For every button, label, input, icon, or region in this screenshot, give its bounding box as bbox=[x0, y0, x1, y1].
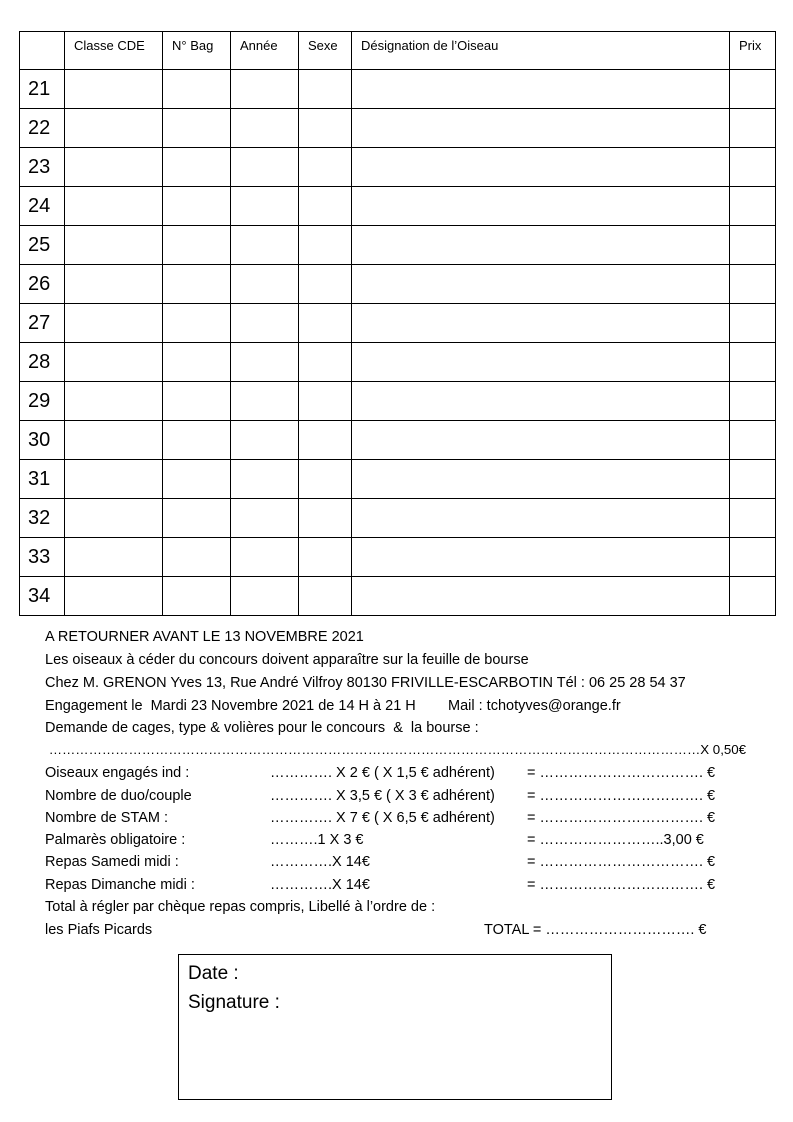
fee-label: Nombre de duo/couple bbox=[45, 788, 192, 804]
sexe-cell[interactable] bbox=[299, 577, 352, 616]
bag-number-cell[interactable] bbox=[163, 187, 231, 226]
fee-quantity: …………. X 3,5 € ( X 3 € adhérent) bbox=[270, 788, 495, 804]
bag-number-cell[interactable] bbox=[163, 577, 231, 616]
classe-cde-cell[interactable] bbox=[65, 70, 163, 109]
prix-cell[interactable] bbox=[730, 109, 776, 148]
fee-quantity: …………. X 7 € ( X 6,5 € adhérent) bbox=[270, 810, 495, 826]
annee-cell[interactable] bbox=[231, 421, 299, 460]
table-row bbox=[20, 499, 776, 538]
designation-cell[interactable] bbox=[352, 577, 730, 616]
prix-cell[interactable] bbox=[730, 577, 776, 616]
annee-cell[interactable] bbox=[231, 70, 299, 109]
table-row bbox=[20, 148, 776, 187]
prix-cell[interactable] bbox=[730, 265, 776, 304]
fee-total: = ……………………………. € bbox=[527, 877, 716, 893]
sexe-cell[interactable] bbox=[299, 499, 352, 538]
table-row bbox=[20, 109, 776, 148]
classe-cde-cell[interactable] bbox=[65, 304, 163, 343]
designation-cell[interactable] bbox=[352, 460, 730, 499]
bag-number-cell[interactable] bbox=[163, 304, 231, 343]
row-number: 28 bbox=[20, 343, 65, 382]
annee-cell[interactable] bbox=[231, 538, 299, 577]
row-number: 26 bbox=[20, 265, 65, 304]
row-number: 24 bbox=[20, 187, 65, 226]
bag-number-cell[interactable] bbox=[163, 265, 231, 304]
bag-number-cell[interactable] bbox=[163, 70, 231, 109]
header-designation: Désignation de l’Oiseau bbox=[352, 32, 730, 70]
address-line: Chez M. GRENON Yves 13, Rue André Vilfroy 80130 FRIVILLE-ESCARBOTIN Tél : 06 25 28 54 37 bbox=[45, 675, 686, 691]
classe-cde-cell[interactable] bbox=[65, 460, 163, 499]
sexe-cell[interactable] bbox=[299, 304, 352, 343]
prix-cell[interactable] bbox=[730, 187, 776, 226]
table-row bbox=[20, 226, 776, 265]
date-label: Date : bbox=[188, 963, 239, 984]
sexe-cell[interactable] bbox=[299, 148, 352, 187]
fee-quantity: ………….X 14€ bbox=[270, 854, 370, 870]
fee-label: Repas Dimanche midi : bbox=[45, 877, 195, 893]
classe-cde-cell[interactable] bbox=[65, 538, 163, 577]
prix-cell[interactable] bbox=[730, 343, 776, 382]
table-header-row bbox=[20, 32, 776, 70]
designation-cell[interactable] bbox=[352, 109, 730, 148]
table-row bbox=[20, 187, 776, 226]
bag-number-cell[interactable] bbox=[163, 226, 231, 265]
header-sexe: Sexe bbox=[299, 32, 352, 70]
designation-cell[interactable] bbox=[352, 187, 730, 226]
classe-cde-cell[interactable] bbox=[65, 421, 163, 460]
classe-cde-cell[interactable] bbox=[65, 226, 163, 265]
sexe-cell[interactable] bbox=[299, 109, 352, 148]
annee-cell[interactable] bbox=[231, 148, 299, 187]
classe-cde-cell[interactable] bbox=[65, 187, 163, 226]
classe-cde-cell[interactable] bbox=[65, 109, 163, 148]
designation-cell[interactable] bbox=[352, 148, 730, 187]
bag-number-cell[interactable] bbox=[163, 421, 231, 460]
signature-label: Signature : bbox=[188, 992, 280, 1013]
classe-cde-cell[interactable] bbox=[65, 265, 163, 304]
return-deadline: A RETOURNER AVANT LE 13 NOVEMBRE 2021 bbox=[45, 629, 364, 645]
classe-cde-cell[interactable] bbox=[65, 499, 163, 538]
entry-table bbox=[19, 31, 776, 616]
designation-cell[interactable] bbox=[352, 304, 730, 343]
fee-quantity: ……….1 X 3 € bbox=[270, 832, 364, 848]
sexe-cell[interactable] bbox=[299, 538, 352, 577]
row-number: 29 bbox=[20, 382, 65, 421]
row-number: 34 bbox=[20, 577, 65, 616]
bag-number-cell[interactable] bbox=[163, 460, 231, 499]
signature-box[interactable] bbox=[178, 954, 612, 1100]
fee-label: Oiseaux engagés ind : bbox=[45, 765, 190, 781]
fee-quantity: ………….X 14€ bbox=[270, 877, 370, 893]
fee-label: Repas Samedi midi : bbox=[45, 854, 179, 870]
prix-cell[interactable] bbox=[730, 70, 776, 109]
bourse-notice: Les oiseaux à céder du concours doivent apparaître sur la feuille de bourse bbox=[45, 652, 529, 668]
table-row bbox=[20, 70, 776, 109]
bag-number-cell[interactable] bbox=[163, 148, 231, 187]
annee-cell[interactable] bbox=[231, 343, 299, 382]
header-annee: Année bbox=[231, 32, 299, 70]
table-row bbox=[20, 382, 776, 421]
classe-cde-cell[interactable] bbox=[65, 382, 163, 421]
table-row bbox=[20, 421, 776, 460]
annee-cell[interactable] bbox=[231, 499, 299, 538]
classe-cde-cell[interactable] bbox=[65, 343, 163, 382]
designation-cell[interactable] bbox=[352, 70, 730, 109]
header-number bbox=[20, 32, 65, 70]
cages-request: Demande de cages, type & volières pour le concours & la bourse : bbox=[45, 720, 479, 736]
annee-cell[interactable] bbox=[231, 577, 299, 616]
sexe-cell[interactable] bbox=[299, 70, 352, 109]
annee-cell[interactable] bbox=[231, 304, 299, 343]
row-number: 33 bbox=[20, 538, 65, 577]
fee-quantity: …………. X 2 € ( X 1,5 € adhérent) bbox=[270, 765, 495, 781]
annee-cell[interactable] bbox=[231, 109, 299, 148]
prix-cell[interactable] bbox=[730, 304, 776, 343]
sexe-cell[interactable] bbox=[299, 421, 352, 460]
prix-cell[interactable] bbox=[730, 538, 776, 577]
prix-cell[interactable] bbox=[730, 421, 776, 460]
prix-cell[interactable] bbox=[730, 226, 776, 265]
fee-total: = ……………………………. € bbox=[527, 788, 716, 804]
header-classe-cde: Classe CDE bbox=[65, 32, 163, 70]
fee-label: Palmarès obligatoire : bbox=[45, 832, 186, 848]
annee-cell[interactable] bbox=[231, 265, 299, 304]
sexe-cell[interactable] bbox=[299, 343, 352, 382]
designation-cell[interactable] bbox=[352, 343, 730, 382]
row-number: 30 bbox=[20, 421, 65, 460]
classe-cde-cell[interactable] bbox=[65, 148, 163, 187]
bag-number-cell[interactable] bbox=[163, 382, 231, 421]
table-row bbox=[20, 343, 776, 382]
row-number: 22 bbox=[20, 109, 65, 148]
designation-cell[interactable] bbox=[352, 265, 730, 304]
cages-dotted-line: …………………………………………………………………………………………………………………………………X 0,50€ bbox=[45, 742, 747, 757]
row-number: 32 bbox=[20, 499, 65, 538]
sexe-cell[interactable] bbox=[299, 382, 352, 421]
prix-cell[interactable] bbox=[730, 148, 776, 187]
annee-cell[interactable] bbox=[231, 460, 299, 499]
bag-number-cell[interactable] bbox=[163, 538, 231, 577]
sexe-cell[interactable] bbox=[299, 460, 352, 499]
fee-total: = ……………………………. € bbox=[527, 765, 716, 781]
classe-cde-cell[interactable] bbox=[65, 577, 163, 616]
fee-total: = ……………………..3,00 € bbox=[527, 832, 704, 848]
table-row bbox=[20, 577, 776, 616]
engagement-line: Engagement le Mardi 23 Novembre 2021 de 14 H à 21 H Mail : tchotyves@orange.fr bbox=[45, 698, 621, 714]
row-number: 23 bbox=[20, 148, 65, 187]
bag-number-cell[interactable] bbox=[163, 109, 231, 148]
designation-cell[interactable] bbox=[352, 382, 730, 421]
designation-cell[interactable] bbox=[352, 499, 730, 538]
sexe-cell[interactable] bbox=[299, 187, 352, 226]
designation-cell[interactable] bbox=[352, 421, 730, 460]
bag-number-cell[interactable] bbox=[163, 499, 231, 538]
prix-cell[interactable] bbox=[730, 460, 776, 499]
annee-cell[interactable] bbox=[231, 187, 299, 226]
header-bag-number: N° Bag bbox=[163, 32, 231, 70]
prix-cell[interactable] bbox=[730, 382, 776, 421]
table-row bbox=[20, 460, 776, 499]
annee-cell[interactable] bbox=[231, 382, 299, 421]
payee: les Piafs Picards bbox=[45, 922, 153, 938]
designation-cell[interactable] bbox=[352, 538, 730, 577]
row-number: 21 bbox=[20, 70, 65, 109]
row-number: 31 bbox=[20, 460, 65, 499]
row-number: 25 bbox=[20, 226, 65, 265]
fee-label: Nombre de STAM : bbox=[45, 810, 169, 826]
total-line: TOTAL = …………………………. € bbox=[484, 922, 707, 938]
fee-total: = ……………………………. € bbox=[527, 810, 716, 826]
header-prix: Prix bbox=[730, 32, 776, 70]
bag-number-cell[interactable] bbox=[163, 343, 231, 382]
table-row bbox=[20, 265, 776, 304]
sexe-cell[interactable] bbox=[299, 226, 352, 265]
designation-cell[interactable] bbox=[352, 226, 730, 265]
table-row bbox=[20, 304, 776, 343]
annee-cell[interactable] bbox=[231, 226, 299, 265]
sexe-cell[interactable] bbox=[299, 265, 352, 304]
total-instruction: Total à régler par chèque repas compris, Libellé à l’ordre de : bbox=[45, 899, 436, 915]
fee-total: = ……………………………. € bbox=[527, 854, 716, 870]
row-number: 27 bbox=[20, 304, 65, 343]
table-row bbox=[20, 538, 776, 577]
prix-cell[interactable] bbox=[730, 499, 776, 538]
